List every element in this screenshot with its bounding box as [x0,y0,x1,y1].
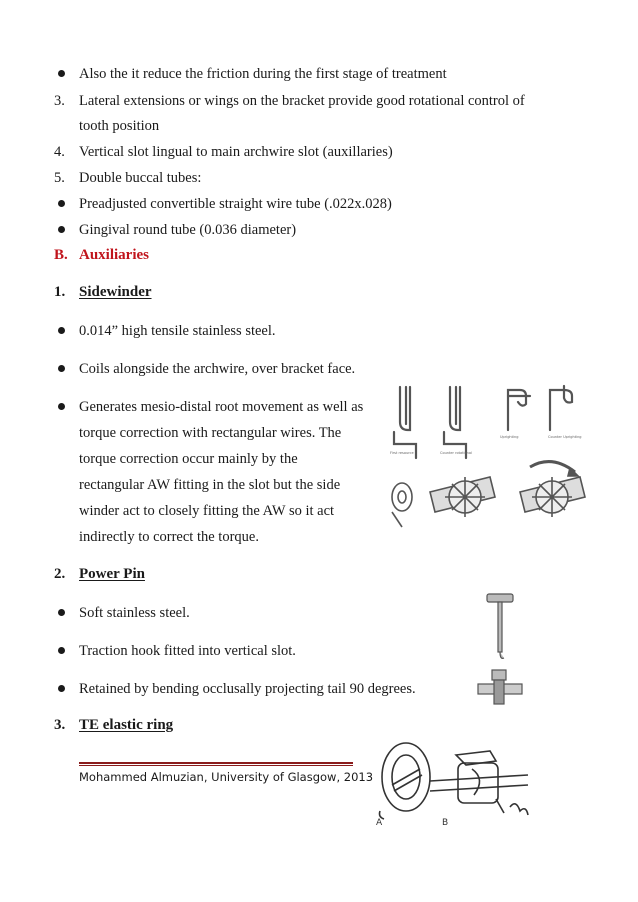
bullet-power-pin-retained: Retained by bending occlusally projecting tail 90 degrees. [79,681,416,697]
heading-sidewinder-text: Sidewinder [79,284,152,300]
bullet-marker [58,685,65,692]
bullet-marker [58,200,65,207]
section-b-title: Auxiliaries [79,247,149,263]
sidewinder-desc-line-3: torque correction occur mainly by the [79,451,298,467]
bullet-friction: Also the it reduce the friction during the first stage of treatment [79,66,447,82]
bullet-marker [58,647,65,654]
sidewinder-illustration [380,372,590,532]
bullet-sidewinder-coils: Coils alongside the archwire, over bracket face. [79,361,356,377]
item-lateral-extensions: Lateral extensions or wings on the bracket provide good rotational control of [79,93,525,109]
bullet-marker [58,327,65,334]
list-number-4: 4. [54,144,65,160]
svg-text:First resource: First resource [390,451,414,455]
heading-number-2: 2. [54,566,66,582]
svg-text:Uprighting: Uprighting [500,435,519,439]
heading-sidewinder [79,283,152,301]
item-lateral-extensions-cont: tooth position [79,118,160,134]
ring-label-b: B [442,818,449,828]
sidewinder-desc-line-5: winder act to closely fitting the AW so it act [79,503,335,519]
bullet-preadjusted-tube: Preadjusted convertible straight wire tube (.022x.028) [79,196,392,212]
footer-text: Mohammed Almuzian, University of Glasgow, 2013 [79,770,374,784]
heading-te-ring [79,716,173,734]
sidewinder-desc-line-1: Generates mesio-distal root movement as well as [79,399,364,415]
list-number-5: 5. [54,170,65,186]
list-number-3: 3. [54,93,65,109]
heading-power-pin-text: Power Pin [79,566,145,582]
footer-rule-thin [79,765,353,766]
section-b-letter: B. [54,247,68,263]
footer-rule [79,762,353,764]
bullet-power-pin-material: Soft stainless steel. [79,605,190,621]
sidewinder-desc-line-4: rectangular AW fitting in the slot but the side [79,477,341,493]
bullet-sidewinder-material: 0.014” high tensile stainless steel. [79,323,276,339]
bullet-marker [58,609,65,616]
sidewinder-desc-line-6: indirectly to correct the torque. [79,529,259,545]
bullet-marker [58,365,65,372]
bullet-marker [58,226,65,233]
sidewinder-desc-line-2: torque correction with rectangular wires. The [79,425,342,441]
item-double-buccal-tubes: Double buccal tubes: [79,170,202,186]
heading-number-1: 1. [54,284,66,300]
item-vertical-slot: Vertical slot lingual to main archwire slot (auxillaries) [79,144,393,160]
bullet-marker [58,403,65,410]
te-ring-illustration [370,735,550,830]
power-pin-illustration [470,592,530,712]
heading-te-ring-text: TE elastic ring [79,717,174,733]
heading-number-3: 3. [54,717,66,733]
bullet-gingival-tube: Gingival round tube (0.036 diameter) [79,222,297,238]
bullet-power-pin-hook: Traction hook fitted into vertical slot. [79,643,296,659]
bullet-marker [58,70,65,77]
svg-text:Counter Uprighting: Counter Uprighting [548,435,582,439]
ring-label-a: A [376,818,383,828]
heading-power-pin [79,565,145,583]
svg-text:Counter rotational: Counter rotational [440,451,472,455]
